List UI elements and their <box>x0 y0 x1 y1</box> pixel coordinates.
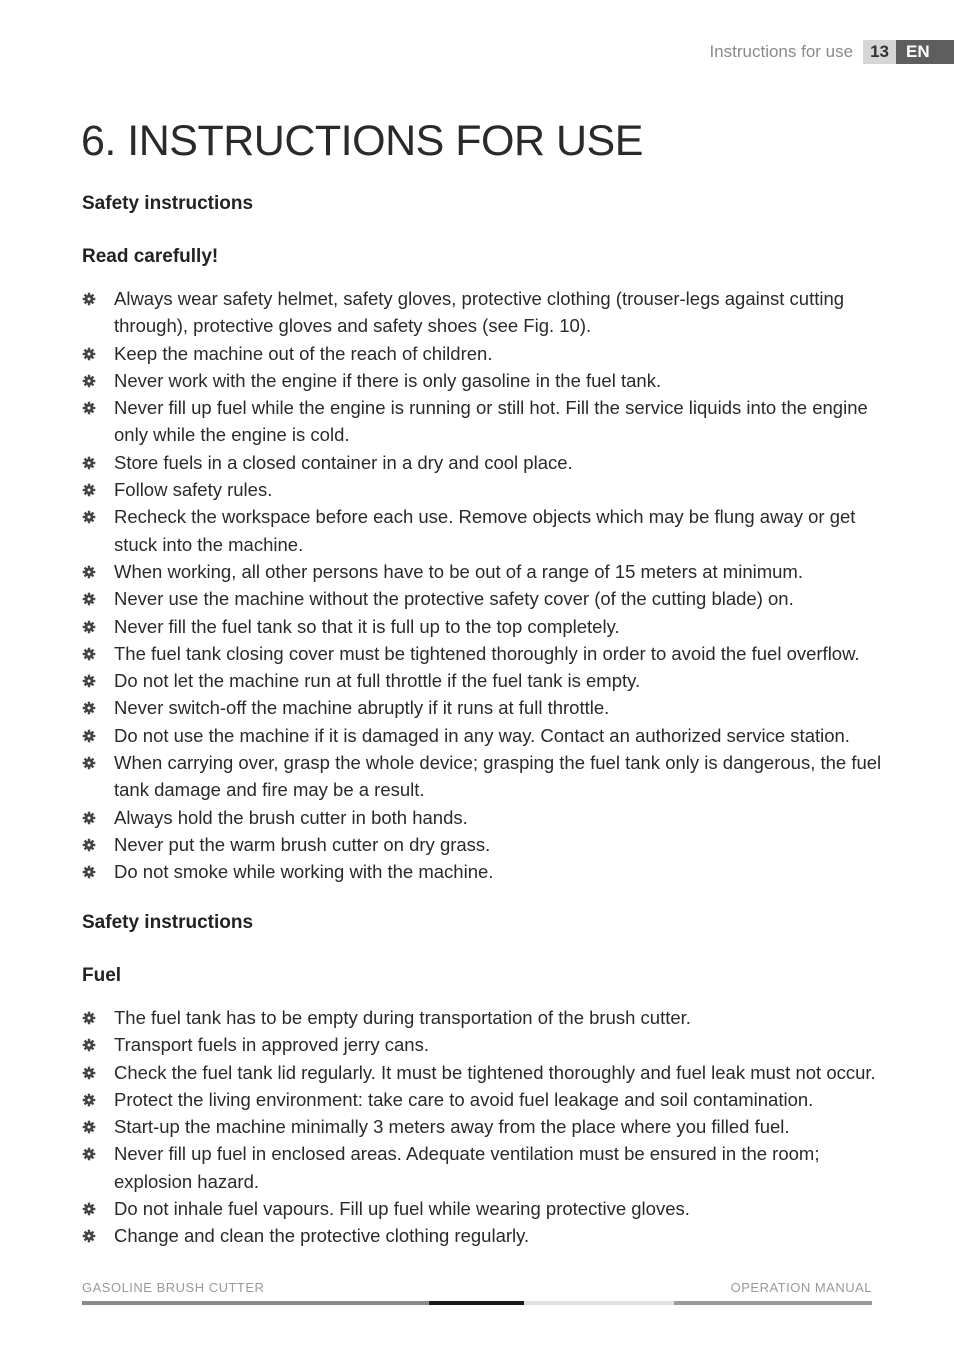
safety-list <box>82 285 882 886</box>
list-item <box>82 503 882 558</box>
gear-bullet-icon <box>82 456 96 470</box>
list-item <box>82 749 882 804</box>
list-item-text: Never use the machine without the protective safety cover (of the cutting blade) on. <box>114 588 794 610</box>
list-item-text: Keep the machine out of the reach of children. <box>114 342 493 364</box>
list-item <box>82 640 882 667</box>
list-item-text: The fuel tank has to be empty during transportation of the brush cutter. <box>114 1007 691 1028</box>
gear-bullet-icon <box>82 811 96 825</box>
gear-bullet-icon <box>82 1202 96 1216</box>
list-item <box>82 694 882 721</box>
list-item <box>82 1086 882 1113</box>
footer-product: GASOLINE BRUSH CUTTER <box>82 1280 265 1295</box>
gear-bullet-icon <box>82 1011 96 1025</box>
gear-bullet-icon <box>82 1038 96 1052</box>
section1-heading: Safety instructions <box>82 193 254 214</box>
list-item-text: Transport fuels in approved jerry cans. <box>114 1034 429 1056</box>
gear-bullet-icon <box>82 1229 96 1243</box>
gear-bullet-icon <box>82 674 96 688</box>
list-item-text: Never put the warm brush cutter on dry grass. <box>114 833 491 855</box>
footer-bar-segment <box>82 1301 429 1305</box>
list-item <box>82 1140 882 1195</box>
list-item <box>82 1222 882 1249</box>
section2-heading: Safety instructions <box>82 912 254 933</box>
gear-bullet-icon <box>82 1093 96 1107</box>
list-item <box>82 340 882 367</box>
list-item <box>82 1059 882 1086</box>
list-item-text: Always hold the brush cutter in both hands. <box>114 806 468 828</box>
gear-bullet-icon <box>82 565 96 579</box>
gear-bullet-icon <box>82 510 96 524</box>
page-number: 13 <box>863 40 896 64</box>
list-item <box>82 285 882 340</box>
list-item <box>82 476 882 503</box>
list-item <box>82 558 882 585</box>
list-item <box>82 1113 882 1140</box>
page-header <box>709 40 954 64</box>
list-item-text: Never fill up fuel in enclosed areas. Adequate ventilation must be ensured in the room; explosion hazard. <box>114 1143 820 1192</box>
list-item <box>82 1004 882 1031</box>
gear-bullet-icon <box>82 838 96 852</box>
list-item-text: Follow safety rules. <box>114 479 273 501</box>
list-item-text: Change and clean the protective clothing regularly. <box>114 1225 530 1247</box>
gear-bullet-icon <box>82 729 96 743</box>
gear-bullet-icon <box>82 292 96 306</box>
list-item-text: Do not let the machine run at full throttle if the fuel tank is empty. <box>114 670 641 692</box>
list-item-text: Do not smoke while working with the machine. <box>114 861 494 883</box>
list-item <box>82 449 882 476</box>
list-item-text: Do not inhale fuel vapours. Fill up fuel while wearing protective gloves. <box>114 1198 690 1220</box>
gear-bullet-icon <box>82 483 96 497</box>
gear-bullet-icon <box>82 1066 96 1080</box>
list-item <box>82 1195 882 1222</box>
gear-bullet-icon <box>82 865 96 879</box>
gear-bullet-icon <box>82 401 96 415</box>
gear-bullet-icon <box>82 1147 96 1161</box>
footer-bar-segment <box>524 1301 674 1305</box>
list-item-text: Never fill the fuel tank so that it is full up to the top completely. <box>114 615 620 637</box>
list-item-text: Check the fuel tank lid regularly. It must be tightened thoroughly and fuel leak must not occur. <box>114 1061 876 1083</box>
gear-bullet-icon <box>82 374 96 388</box>
list-item <box>82 1031 882 1058</box>
list-item <box>82 722 882 749</box>
list-item-text: When working, all other persons have to be out of a range of 15 meters at minimum. <box>114 560 803 582</box>
footer-manual: OPERATION MANUAL <box>730 1280 872 1295</box>
gear-bullet-icon <box>82 756 96 770</box>
list-item-text: When carrying over, grasp the whole device; grasping the fuel tank only is dangerous, the fuel tank damage and fire may be a result. <box>114 752 882 801</box>
gear-bullet-icon <box>82 592 96 606</box>
list-item-text: Protect the living environment: take care to avoid fuel leakage and soil contamination. <box>114 1088 814 1110</box>
page-title: 6. INSTRUCTIONS FOR USE <box>81 117 643 165</box>
list-item-text: Never work with the engine if there is only gasoline in the fuel tank. <box>114 369 662 391</box>
footer-bar-segment <box>674 1301 872 1305</box>
gear-bullet-icon <box>82 620 96 634</box>
list-item-text: The fuel tank closing cover must be tightened thoroughly in order to avoid the fuel overflow. <box>114 642 860 664</box>
list-item-text: Always wear safety helmet, safety gloves, protective clothing (trouser-legs against cutting through), protective gloves and safety shoes (see Fig. 10). <box>114 288 845 337</box>
gear-bullet-icon <box>82 347 96 361</box>
section1-subheading: Read carefully! <box>82 246 219 267</box>
gear-bullet-icon <box>82 647 96 661</box>
list-item <box>82 831 882 858</box>
list-item-text: Never fill up fuel while the engine is running or still hot. Fill the service liquids into the engine only while the engine is cold. <box>114 397 868 446</box>
list-item <box>82 613 882 640</box>
section2-subheading: Fuel <box>82 965 122 986</box>
list-item-text: Do not use the machine if it is damaged in any way. Contact an authorized service station. <box>114 724 850 746</box>
list-item <box>82 858 882 885</box>
list-item-text: Recheck the workspace before each use. Remove objects which may be flung away or get stuck into the machine. <box>114 506 856 555</box>
language-badge: EN <box>896 40 954 64</box>
gear-bullet-icon <box>82 701 96 715</box>
list-item-text: Store fuels in a closed container in a dry and cool place. <box>114 451 573 473</box>
list-item-text: Start-up the machine minimally 3 meters away from the place where you filled fuel. <box>114 1116 790 1138</box>
footer-bar-segment <box>429 1301 524 1305</box>
fuel-list <box>82 1004 882 1250</box>
list-item <box>82 804 882 831</box>
gear-bullet-icon <box>82 1120 96 1134</box>
list-item <box>82 585 882 612</box>
list-item <box>82 367 882 394</box>
list-item-text: Never switch-off the machine abruptly if it runs at full throttle. <box>114 697 610 719</box>
header-section-title: Instructions for use <box>709 42 854 61</box>
list-item <box>82 394 882 449</box>
list-item <box>82 667 882 694</box>
